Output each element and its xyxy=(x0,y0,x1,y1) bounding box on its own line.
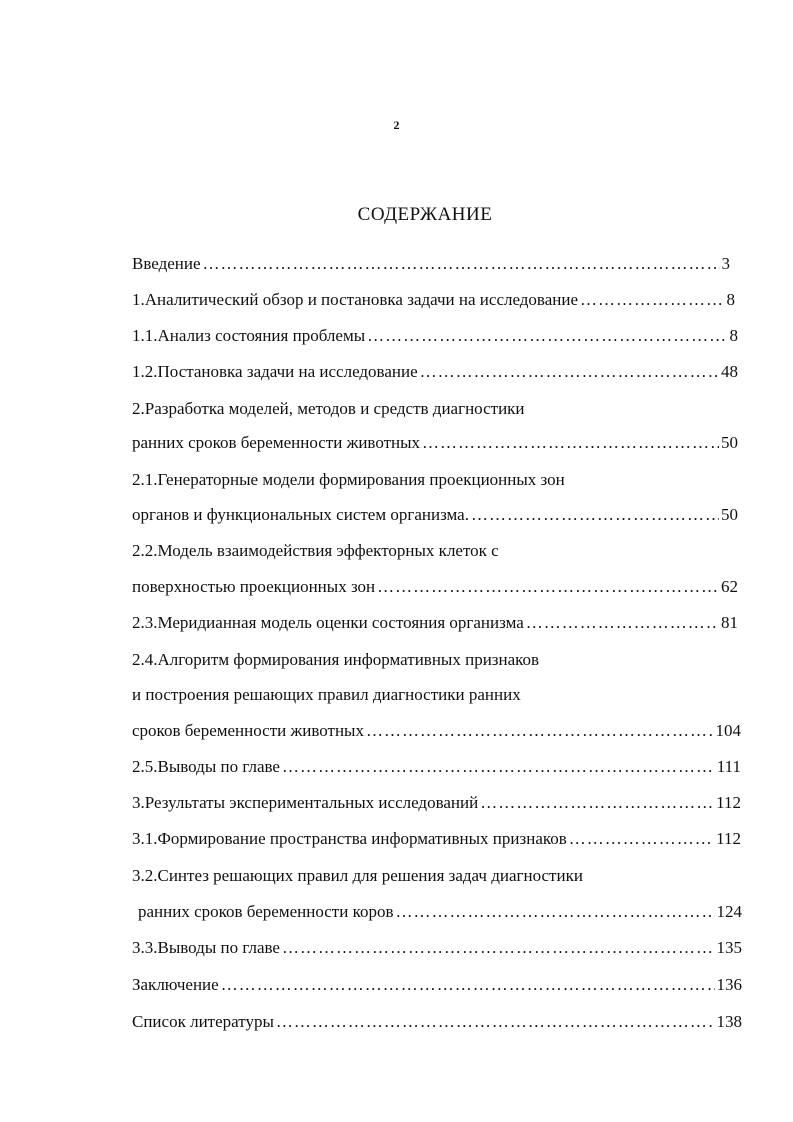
toc-entry-chapter-1 xyxy=(132,290,735,310)
toc-entry-chapter-2 xyxy=(132,433,738,453)
toc-entry-conclusion xyxy=(132,975,742,995)
toc-entry-page: 112 xyxy=(716,829,741,848)
toc-entry-label: ранних сроков беременности коров xyxy=(138,902,394,921)
toc-entry-label: 2.3.Меридианная модель оценки состояния организма xyxy=(132,613,524,632)
toc-entry-label: Список литературы xyxy=(132,1012,274,1031)
toc-entry-page: 62 xyxy=(721,577,738,596)
toc-entry-page: 104 xyxy=(715,721,741,740)
toc-entry-section-1-1 xyxy=(132,326,738,346)
page-number: 2 xyxy=(393,118,400,132)
toc-entry-page: 8 xyxy=(726,290,735,309)
toc-leader-dots xyxy=(282,938,715,958)
toc-leader-dots xyxy=(276,1012,715,1032)
toc-entry-page: 3 xyxy=(721,254,730,273)
toc-entry-label: 1.2.Постановка задачи на исследование xyxy=(132,362,418,381)
toc-leader-dots xyxy=(396,902,715,922)
toc-leader-dots xyxy=(367,326,727,346)
toc-leader-dots xyxy=(580,290,724,310)
toc-entry-label: 1.Аналитический обзор и постановка задачи на исследование xyxy=(132,290,579,309)
toc-entry-label: органов и функциональных систем организма. xyxy=(132,505,469,524)
toc-entry-page: 138 xyxy=(716,1012,742,1031)
toc-leader-dots xyxy=(282,757,715,777)
toc-leader-dots xyxy=(420,362,719,382)
toc-entry-section-2-2 xyxy=(132,577,738,597)
toc-entry-label: поверхностью проекционных зон xyxy=(132,577,376,596)
toc-entry-chapter-3 xyxy=(132,793,741,813)
toc-leader-dots xyxy=(221,975,715,995)
toc-entry-section-2-1 xyxy=(132,505,738,525)
toc-leader-dots xyxy=(422,433,719,453)
toc-entry-label: Введение xyxy=(132,254,201,273)
toc-entry-section-2-4-line-1: 2.4.Алгоритм формирования информативных признаков xyxy=(132,650,540,669)
toc-leader-dots xyxy=(366,721,714,741)
toc-entry-section-2-2-line-1: 2.2.Модель взаимодействия эффекторных клеток с xyxy=(132,541,499,560)
toc-entry-label: сроков беременности животных xyxy=(132,721,364,740)
toc-entry-page: 111 xyxy=(716,757,741,776)
toc-entry-section-1-2 xyxy=(132,362,738,382)
toc-entry-section-2-1-line-1: 2.1.Генераторные модели формирования проекционных зон xyxy=(132,470,565,489)
page-title: СОДЕРЖАНИЕ xyxy=(357,204,493,225)
toc-entry-page: 50 xyxy=(721,433,738,452)
toc-leader-dots xyxy=(471,505,719,525)
toc-entry-page: 124 xyxy=(716,902,742,921)
toc-entry-label: 1.1.Анализ состояния проблемы xyxy=(132,326,366,345)
toc-entry-section-3-2 xyxy=(138,902,742,922)
toc-entry-page: 50 xyxy=(721,505,738,524)
toc-entry-page: 48 xyxy=(721,362,738,381)
toc-entry-section-2-4 xyxy=(132,721,741,741)
toc-entry-chapter-2-line-1: 2.Разработка моделей, методов и средств диагностики xyxy=(132,399,525,418)
toc-entry-page: 135 xyxy=(716,938,742,957)
toc-entry-section-3-1 xyxy=(132,829,741,849)
toc-leader-dots xyxy=(480,793,714,813)
toc-entry-label: 3.Результаты экспериментальных исследований xyxy=(132,793,479,812)
toc-entry-references xyxy=(132,1012,742,1032)
toc-entry-section-2-4-line-2: и построения решающих правил диагностики ранних xyxy=(132,685,521,704)
toc-entry-section-2-5 xyxy=(132,757,741,777)
toc-entry-section-3-2-line-1: 3.2.Синтез решающих правил для решения задач диагностики xyxy=(132,866,583,885)
toc-entry-page: 8 xyxy=(729,326,738,345)
toc-leader-dots xyxy=(526,613,719,633)
toc-leader-dots xyxy=(377,577,719,597)
toc-leader-dots xyxy=(569,829,714,849)
toc-entry-section-2-3 xyxy=(132,613,738,633)
toc-entry-section-3-3 xyxy=(132,938,742,958)
toc-entry-introduction xyxy=(132,254,730,274)
toc-entry-label: Заключение xyxy=(132,975,219,994)
toc-entry-page: 112 xyxy=(716,793,741,812)
toc-entry-label: 3.3.Выводы по главе xyxy=(132,938,280,957)
toc-entry-page: 136 xyxy=(716,975,742,994)
toc-entry-label: 2.5.Выводы по главе xyxy=(132,757,280,776)
toc-entry-page: 81 xyxy=(721,613,738,632)
toc-entry-label: ранних сроков беременности животных xyxy=(132,433,421,452)
toc-entry-label: 3.1.Формирование пространства информативных признаков xyxy=(132,829,567,848)
toc-leader-dots xyxy=(203,254,720,274)
